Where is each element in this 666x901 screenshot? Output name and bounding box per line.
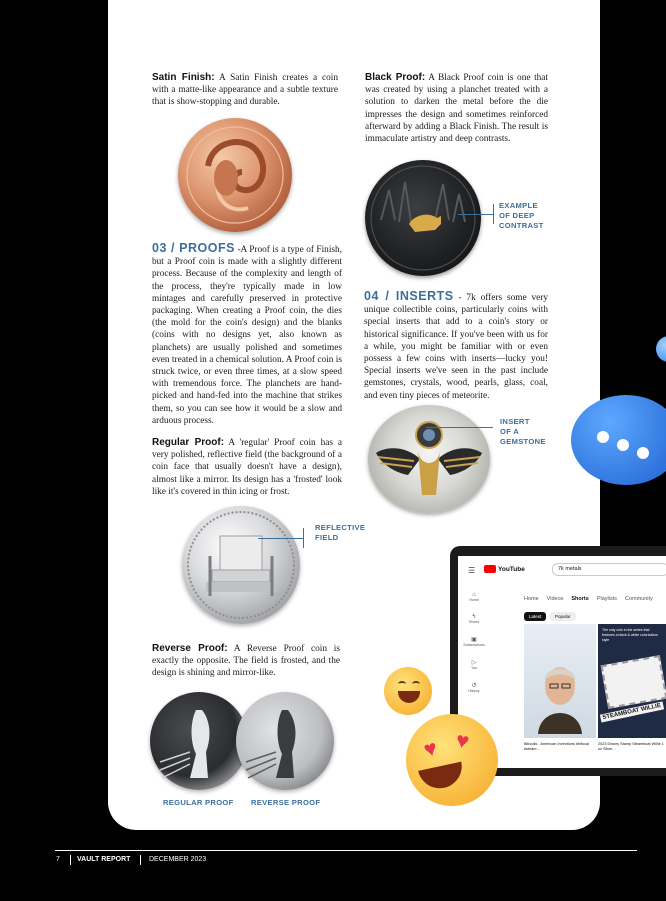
reverse-text: A Reverse Proof coin is exactly the opposite. The field is frosted, and the design is shining and mirror-like. — [152, 644, 341, 679]
reflective-field-callout — [315, 523, 365, 543]
black-text: A Black Proof coin is one that was created by using a planchet treated with a solution to darken the metal before the die impresses the design and sometimes reinforced afterward by adding a Black Finish. The result is immaculate artistry and deep contrasts. — [365, 73, 549, 145]
sidebar-item-shorts[interactable]: Shorts — [468, 620, 480, 624]
regular-text: A 'regular' Proof coin has a very polished, reflective field (the background of a coin face that usually doesn't have a design), almost like a mirror. Its design has a 'frosted' look like it's covered in thin icing or frost. — [152, 438, 342, 497]
blue-sphere-decoration — [656, 336, 666, 362]
reverse-proof-caption: REVERSE PROOF — [251, 798, 321, 807]
publication-name: VAULT REPORT — [77, 856, 131, 863]
inserts-paragraph — [364, 290, 548, 402]
liberty-figure-icon — [150, 692, 248, 790]
inserts-text: - 7k offers some very unique collectible coins, particularly coins with special inserts that add to a coin's story or historical significance. If you've been with us for a while, you might be familiar with or even possess a few coins with inserts—lucky you! Special inserts we've seen in the past include gemstones, crystals, wood, pearls, glass, coal, and even tiny pieces of meteorite. — [364, 293, 548, 401]
satin-text: A Satin Finish creates a coin with a matte-like appearance and a subtle texture that is show-stopping and durable. — [152, 73, 339, 108]
liberty-figure-icon — [236, 692, 334, 790]
contrast-leader-tick — [493, 204, 494, 224]
tab-playlists[interactable]: Playlists — [596, 596, 617, 602]
you-icon[interactable]: ▷ — [471, 660, 477, 666]
short-thumb-franklin[interactable] — [524, 624, 596, 738]
stamp-image — [601, 655, 666, 709]
inserts-heading: 04 / INSERTS — [364, 289, 454, 303]
history-icon[interactable]: ↺ — [471, 683, 477, 689]
callout-line: FIELD — [315, 533, 339, 542]
satin-copper-coin — [178, 118, 292, 232]
callout-line: CONTRAST — [499, 221, 544, 230]
youtube-play-icon — [484, 565, 496, 573]
home-icon[interactable]: ⌂ — [472, 592, 476, 598]
search-input[interactable]: 7k metals — [552, 563, 666, 576]
monument-relief-icon — [182, 506, 300, 624]
yt-sidebar — [462, 592, 486, 693]
regular-lead: Regular Proof: — [152, 437, 225, 448]
satin-paragraph — [152, 72, 338, 109]
footer-divider — [140, 855, 141, 865]
callout-line: GEMSTONE — [500, 437, 546, 446]
issue-date: DECEMBER 2023 — [149, 856, 207, 863]
short-thumb-stamp[interactable] — [598, 624, 666, 738]
regular-proof-coin — [182, 506, 300, 624]
field-leader-tick — [303, 528, 304, 548]
gemstone-callout — [500, 417, 546, 447]
regular-proof-caption: REGULAR PROOF — [163, 798, 234, 807]
shorts-icon[interactable]: ϟ — [472, 614, 476, 620]
tab-home[interactable]: Home — [524, 596, 539, 602]
reverse-eagle-coin — [236, 692, 334, 790]
footer-divider — [70, 855, 71, 865]
thumb-banner-text: The only coin in the series that features a black & white colorization style — [602, 628, 658, 642]
callout-line: INSERT — [500, 417, 530, 426]
tab-videos[interactable]: Videos — [546, 596, 564, 602]
footer-rule — [55, 850, 637, 851]
video-title-1[interactable]: Bifocals - American Inventions #bifocal #steam... — [524, 742, 590, 751]
deep-contrast-callout — [499, 201, 544, 231]
regular-paragraph — [152, 437, 342, 498]
chip-latest[interactable]: Latest — [524, 612, 546, 621]
scarab-wings-icon — [368, 405, 490, 513]
sidebar-item-subscriptions[interactable]: Subscriptions — [463, 643, 485, 647]
callout-line: REFLECTIVE — [315, 523, 366, 532]
black-proof-coin — [365, 160, 481, 276]
reverse-lead: Reverse Proof: — [152, 643, 228, 654]
black-lead: Black Proof: — [365, 72, 426, 83]
hamburger-menu-icon[interactable]: ☰ — [468, 566, 476, 575]
page-number: 7 — [56, 856, 60, 863]
heart-eyes-emoji-icon: ♥ ♥ — [406, 714, 498, 806]
proofs-heading: 03 / PROOFS — [152, 241, 235, 255]
youtube-brand: YouTube — [498, 565, 525, 573]
forest-bear-relief-icon — [365, 160, 481, 276]
sidebar-item-you[interactable]: You — [470, 666, 478, 670]
ram-relief-icon — [178, 118, 292, 232]
chip-popular[interactable]: Popular — [550, 612, 576, 621]
channel-tabs — [524, 596, 653, 602]
regular-eagle-coin — [150, 692, 248, 790]
satin-lead: Satin Finish: — [152, 72, 215, 83]
stamp-label: STEAMBOAT WILLIE — [600, 701, 664, 722]
callout-line: OF A — [500, 427, 520, 436]
sidebar-item-history[interactable]: History — [468, 689, 480, 693]
laughing-emoji-icon — [384, 667, 432, 715]
field-leader-line — [258, 538, 303, 539]
contrast-leader-line — [458, 214, 493, 215]
callout-line: EXAMPLE — [499, 201, 538, 210]
subscriptions-icon[interactable]: ▣ — [471, 637, 477, 643]
tab-community[interactable]: Community — [624, 596, 653, 602]
scarab-insert-coin — [368, 405, 490, 513]
portrait-illustration-icon — [524, 624, 596, 738]
tab-shorts[interactable]: Shorts — [571, 596, 589, 602]
black-paragraph — [365, 72, 548, 145]
proofs-text: -A Proof is a type of Finish, but a Proof coin is made with a slightly different process. Because of the complexity and length of the process, they're typically made in low mintages and carefully preserved in protective packaging. When creating a Proof coin, the dies (the mold for the coin's design) and the blanks (coins with no designs yet, also known as planchets) are usually polished and sometimes even treated in a chemical solution. A Proof coin is struck twice, or even three times, at a slow speed with tremendous force. The planchets are hand-picked and hand-fed into the machine that strikes them, so you can see how it would be a slow and arduous process. — [152, 245, 342, 426]
insert-leader-line — [426, 427, 493, 428]
video-title-2[interactable]: 2023 Disney Stamp Steamboat Willie 1 oz Silver... — [598, 742, 664, 751]
youtube-logo[interactable] — [484, 565, 525, 573]
sidebar-item-home[interactable]: Home — [469, 598, 479, 602]
reverse-paragraph — [152, 643, 340, 680]
proofs-paragraph — [152, 242, 342, 427]
callout-line: OF DEEP — [499, 211, 535, 220]
